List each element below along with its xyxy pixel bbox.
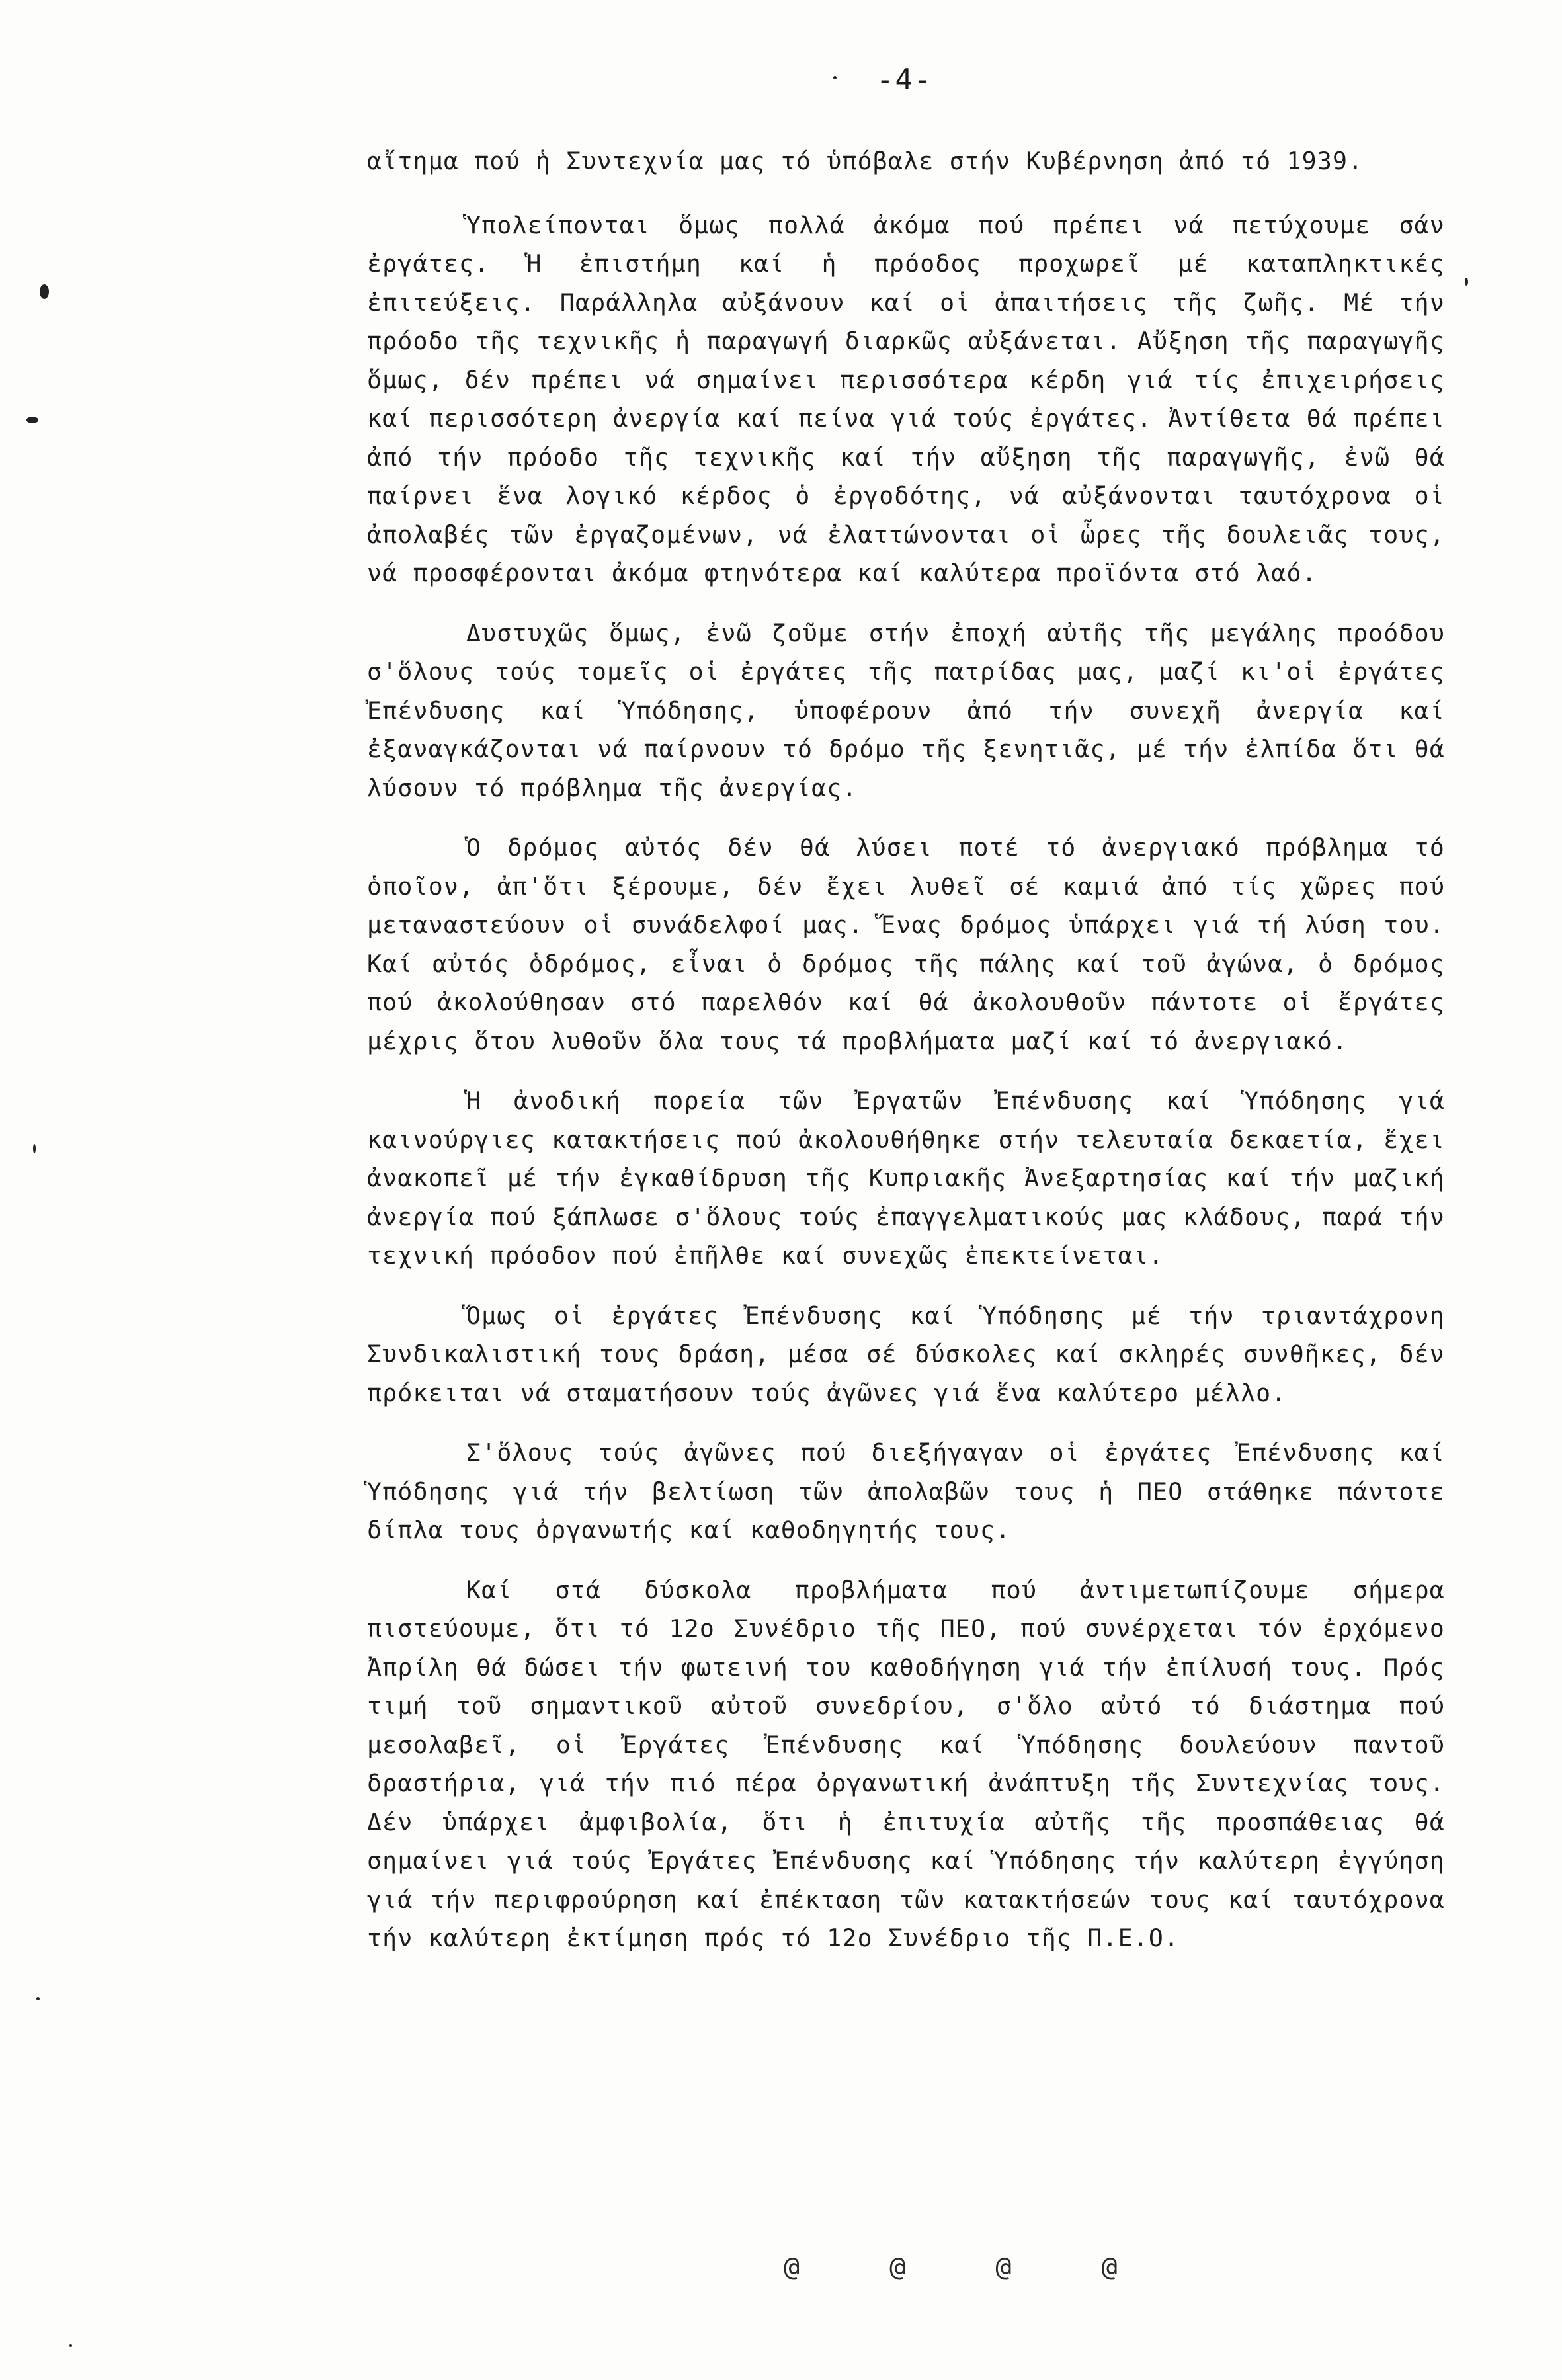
scan-speck [36, 1997, 40, 2000]
paragraph-7: Σ'ὅλους τούς ἀγῶνες πού διεξήγαγαν οἱ ἐργάτες Ἐπένδυσης καί Ὑπόδησης γιά τήν βελτίωση τῶν ἀπολαβῶν τους ἡ ΠΕΟ στάθηκε πάντοτε δίπλα τους ὀργανωτής καί καθοδηγητής τους. [367, 1438, 1445, 1544]
scan-speck [26, 417, 38, 423]
body-text [367, 142, 1445, 1979]
paragraph-1: αἴτημα πού ἡ Συντεχνία μας τό ὑπόβαλε στήν Κυβέρνηση ἀπό τό 1939. [367, 147, 1364, 175]
scan-speck [1465, 278, 1468, 286]
paragraph-8: Καί στά δύσκολα προβλήματα πού ἀντιμετωπίζουμε σήμερα πιστεύουμε, ὅτι τό 12ο Συνέδριο τῆς ΠΕΟ, πού συνέρχεται τόν ἐρχόμενο Ἀπρίλη θά δώσει τήν φωτεινή του καθοδήγηση γιά τήν ἐπίλυσή τους. Πρός τιμή τοῦ σημαντικοῦ αὐτοῦ συνεδρίου, σ'ὅλο αὐτό τό διάστημα πού μεσολαβεῖ, οἱ Ἐργάτες Ἐπένδυσης καί Ὑπόδησης δουλεύουν παντοῦ δραστήρια, γιά τήν πιό πέρα ὀργανωτική ἀνάπτυξη τῆς Συντεχνίας τους. Δέν ὑπάρχει ἀμφιβολία, ὅτι ἡ ἐπιτυχία αὐτῆς τῆς προσπάθειας θά σημαίνει γιά τούς Ἐργάτες Ἐπένδυσης καί Ὑπόδησης τήν καλύτερη ἐγγύηση γιά τήν περιφρούρηση καί ἐπέκταση τῶν κατακτήσεών τους καί ταυτόχρονα τήν καλύτερη ἐκτίμηση πρός τό 12ο Συνέδριο τῆς Π.Ε.Ο. [367, 1575, 1445, 1952]
scan-speck [40, 284, 49, 299]
paragraph-4: Ὁ δρόμος αὐτός δέν θά λύσει ποτέ τό ἀνεργιακό πρόβλημα τό ὁποῖον, ἀπ'ὅτι ξέρουμε, δέν ἔχει λυθεῖ σέ καμιά ἀπό τίς χῶρες πού μεταναστεύουν οἱ συνάδελφοί μας. Ἕνας δρόμος ὑπάρχει γιά τή λύση του. Καί αὐτός ὁδρόμος, εἶναι ὁ δρόμος τῆς πάλης καί τοῦ ἀγώνα, ὁ δρόμος πού ἀκολούθησαν στό παρελθόν καί θά ἀκολουθοῦν πάντοτε οἱ ἔργάτες μέχρις ὅτου λυθοῦν ὅλα τους τά προβλήματα μαζί καί τό ἀνεργιακό. [367, 833, 1445, 1055]
scan-speck [33, 1144, 36, 1153]
page-number: -4- [876, 63, 933, 97]
paragraph-3: Δυστυχῶς ὅμως, ἐνῶ ζοῦμε στήν ἐποχή αὐτῆς τῆς μεγάλης προόδου σ'ὅλους τούς τομεῖς οἱ ἐργάτες τῆς πατρίδας μας, μαζί κι'οἱ ἐργάτες Ἐπένδυσης καί Ὑπόδησης, ὑποφέρουν ἀπό τήν συνεχῆ ἀνεργία καί ἐξαναγκάζονται νά παίρνουν τό δρόμο τῆς ξενητιᾶς, μέ τήν ἐλπίδα ὅτι θά λύσουν τό πρόβλημα τῆς ἀνεργίας. [367, 618, 1445, 802]
scan-speck [69, 2344, 72, 2347]
paragraph-5: Ἡ ἀνοδική πορεία τῶν Ἐργατῶν Ἐπένδυσης καί Ὑπόδησης γιά καινούργιες κατακτήσεις πού ἀκολουθήθηκε στήν τελευταία δεκαετία, ἔχει ἀνακοπεῖ μέ τήν ἐγκαθίδρυση τῆς Κυπριακῆς Ἀνεξαρτησίας καί τήν μαζική ἀνεργία πού ξάπλωσε σ'ὅλους τούς ἐπαγγελματικούς μας κλάδους, παρά τήν τεχνική πρόοδον πού ἐπῆλθε καί συνεχῶς ἐπεκτείνεται. [367, 1087, 1445, 1270]
end-marks: @ @ @ @ [784, 2252, 1155, 2282]
paragraph-2: Ὑπολείπονται ὅμως πολλά ἀκόμα πού πρέπει νά πετύχουμε σάν ἐργάτες. Ἡ ἐπιστήμη καί ἡ πρόοδος προχωρεῖ μέ καταπληκτικές ἐπιτεύξεις. Παράλληλα αὐξάνουν καί οἱ ἀπαιτήσεις τῆς ζωῆς. Μέ τήν πρόοδο τῆς τεχνικῆς ἡ παραγωγή διαρκῶς αὐξάνεται. Αὔξηση τῆς παραγωγῆς ὅμως, δέν πρέπει νά σημαίνει περισσότερα κέρδη γιά τίς ἐπιχειρήσεις καί περισσότερη ἀνεργία καί πείνα γιά τούς ἐργάτες. Ἀντίθετα θά πρέπει ἀπό τήν πρόοδο τῆς τεχνικῆς καί τήν αὔξηση τῆς παραγωγῆς, ἐνῶ θά παίρνει ἕνα λογικό κέρδος ὁ ἐργοδότης, νά αὐξάνονται ταυτόχρονα οἱ ἀπολαβές τῶν ἐργαζομένων, νά ἐλαττώνονται οἱ ὧρες τῆς δουλειᾶς τους, νά προσφέρονται ἀκόμα φτηνότερα καί καλύτερα προϊόντα στό λαό. [367, 210, 1445, 587]
scan-speck [833, 76, 837, 79]
paragraph-6: Ὅμως οἱ ἐργάτες Ἐπένδυσης καί Ὑπόδησης μέ τήν τριαντάχρονη Συνδικαλιστική τους δράση, μέσα σέ δύσκολες καί σκληρές συνθῆκες, δέν πρόκειται νά σταματήσουν τούς ἀγῶνες γιά ἕνα καλύτερο μέλλο. [367, 1301, 1445, 1407]
